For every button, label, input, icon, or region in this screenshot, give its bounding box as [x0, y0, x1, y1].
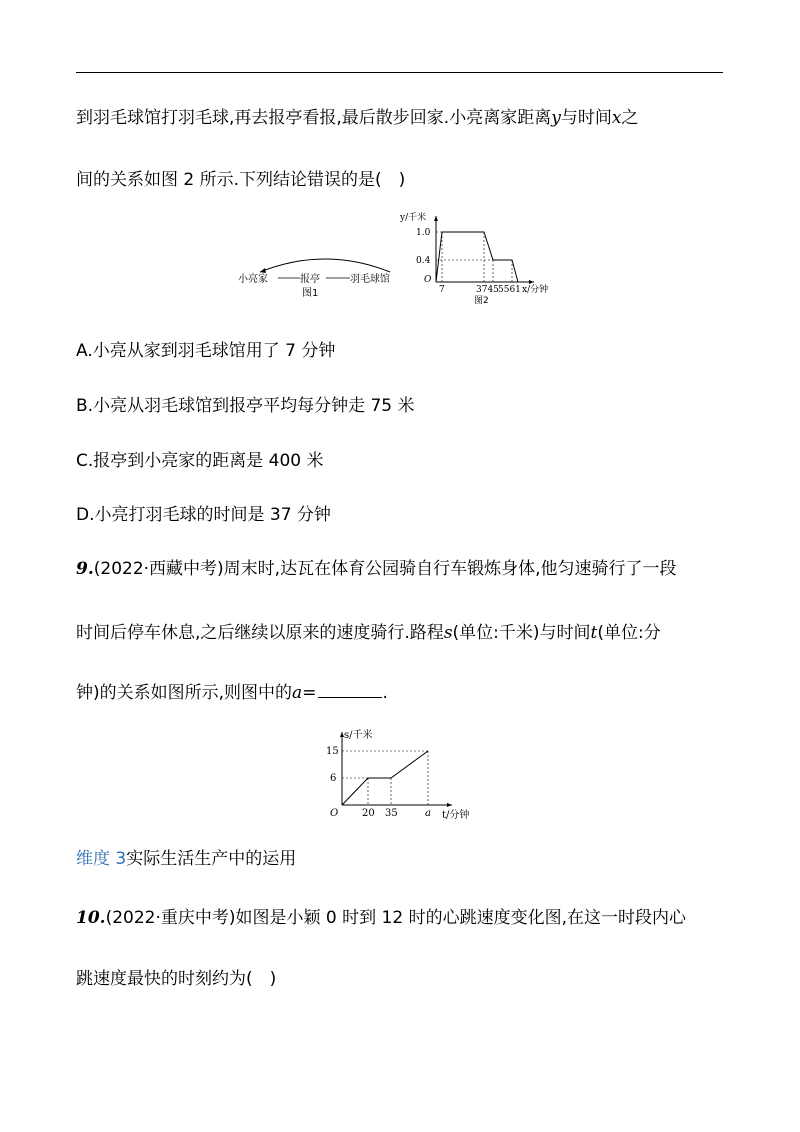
q9-text: =	[302, 683, 317, 703]
q9-text: (2022·西藏中考)周末时,达瓦在体育公园骑自行车锻炼身体,他匀速骑行了一段	[93, 559, 677, 579]
var-t: t	[590, 623, 598, 643]
q8-text: 到羽毛球馆打羽毛球,再去报亭看报,最后散步回家.小亮离家距离	[76, 108, 552, 128]
y-tick-6: 6	[330, 773, 337, 784]
q9-text: (单位:千米)与时间	[452, 623, 591, 643]
label-kiosk: 报亭	[300, 274, 320, 285]
q8-text: 之	[621, 108, 639, 128]
label-court: 羽毛球馆	[350, 274, 390, 285]
origin-label: O	[424, 275, 432, 285]
option-a: A.小亮从家到羽毛球馆用了 7 分钟	[76, 341, 336, 361]
option-b: B.小亮从羽毛球馆到报亭平均每分钟走 75 米	[76, 396, 415, 416]
q9-text: 钟)的关系如图所示,则图中的	[76, 683, 293, 703]
q9-text: .	[382, 683, 388, 703]
var-s: s	[443, 623, 453, 643]
question-number: 10.	[76, 908, 106, 928]
q10-text: (2022·重庆中考)如图是小颖 0 时到 12 时的心跳速度变化图,在这一时段内心	[105, 908, 686, 928]
x-axis-arrow	[447, 803, 452, 807]
figure-2-caption: 图2	[474, 296, 489, 306]
q9-text: 时间后停车休息,之后继续以原来的速度骑行.路程	[76, 623, 444, 643]
y-axis-label: y/千米	[400, 213, 427, 223]
header-rule	[76, 72, 723, 73]
var-y: y	[551, 108, 561, 128]
q9-stem-line3	[76, 681, 388, 705]
y-tick-15: 15	[326, 746, 339, 757]
q8-stem-line2: 间的关系如图 2 所示.下列结论错误的是( )	[76, 170, 406, 190]
x-tick-a: a	[425, 808, 431, 819]
x-tick-35: 35	[385, 808, 398, 819]
x-tick-3: 5561	[498, 285, 521, 295]
q9-stem-line1	[76, 557, 677, 581]
var-a: a	[292, 683, 303, 703]
arc-path	[260, 259, 390, 272]
y-tick-2: 0.4	[416, 256, 431, 266]
x-tick-20: 20	[362, 808, 375, 819]
figure-1-caption: 图1	[302, 288, 319, 299]
q8-text: 与时间	[560, 108, 612, 128]
y-axis-arrow	[434, 216, 438, 221]
q9-graph	[318, 724, 488, 824]
origin-label: O	[330, 808, 339, 819]
section-dimension-label: 维度 3	[76, 849, 127, 869]
x-axis-arrow	[529, 280, 534, 284]
y-tick-1: 1.0	[416, 228, 431, 238]
var-x: x	[611, 108, 622, 128]
figure-2	[396, 210, 566, 306]
x-axis-label: x/分钟	[522, 285, 549, 295]
q10-stem-line2: 跳速度最快的时刻约为( )	[76, 969, 277, 989]
option-d: D.小亮打羽毛球的时间是 37 分钟	[76, 505, 331, 525]
distance-line	[436, 232, 518, 282]
option-c: C.报亭到小亮家的距离是 400 米	[76, 451, 324, 471]
q9-text: (单位:分	[597, 623, 661, 643]
section-title: 实际生活生产中的运用	[126, 849, 297, 869]
arc-arrowhead	[260, 268, 266, 273]
y-axis-label: s/千米	[344, 730, 373, 741]
question-number: 9.	[76, 559, 94, 579]
figure-1	[230, 244, 400, 300]
label-home: 小亮家	[238, 274, 268, 285]
x-tick-2: 3745	[476, 285, 499, 295]
answer-blank[interactable]	[318, 681, 382, 698]
q8-stem-line1	[76, 106, 638, 130]
x-axis-label: t/分钟	[442, 810, 470, 821]
q9-stem-line2	[76, 621, 661, 645]
x-tick-1: 7	[439, 285, 445, 295]
q10-stem-line1	[76, 906, 686, 930]
section-heading	[76, 847, 296, 871]
